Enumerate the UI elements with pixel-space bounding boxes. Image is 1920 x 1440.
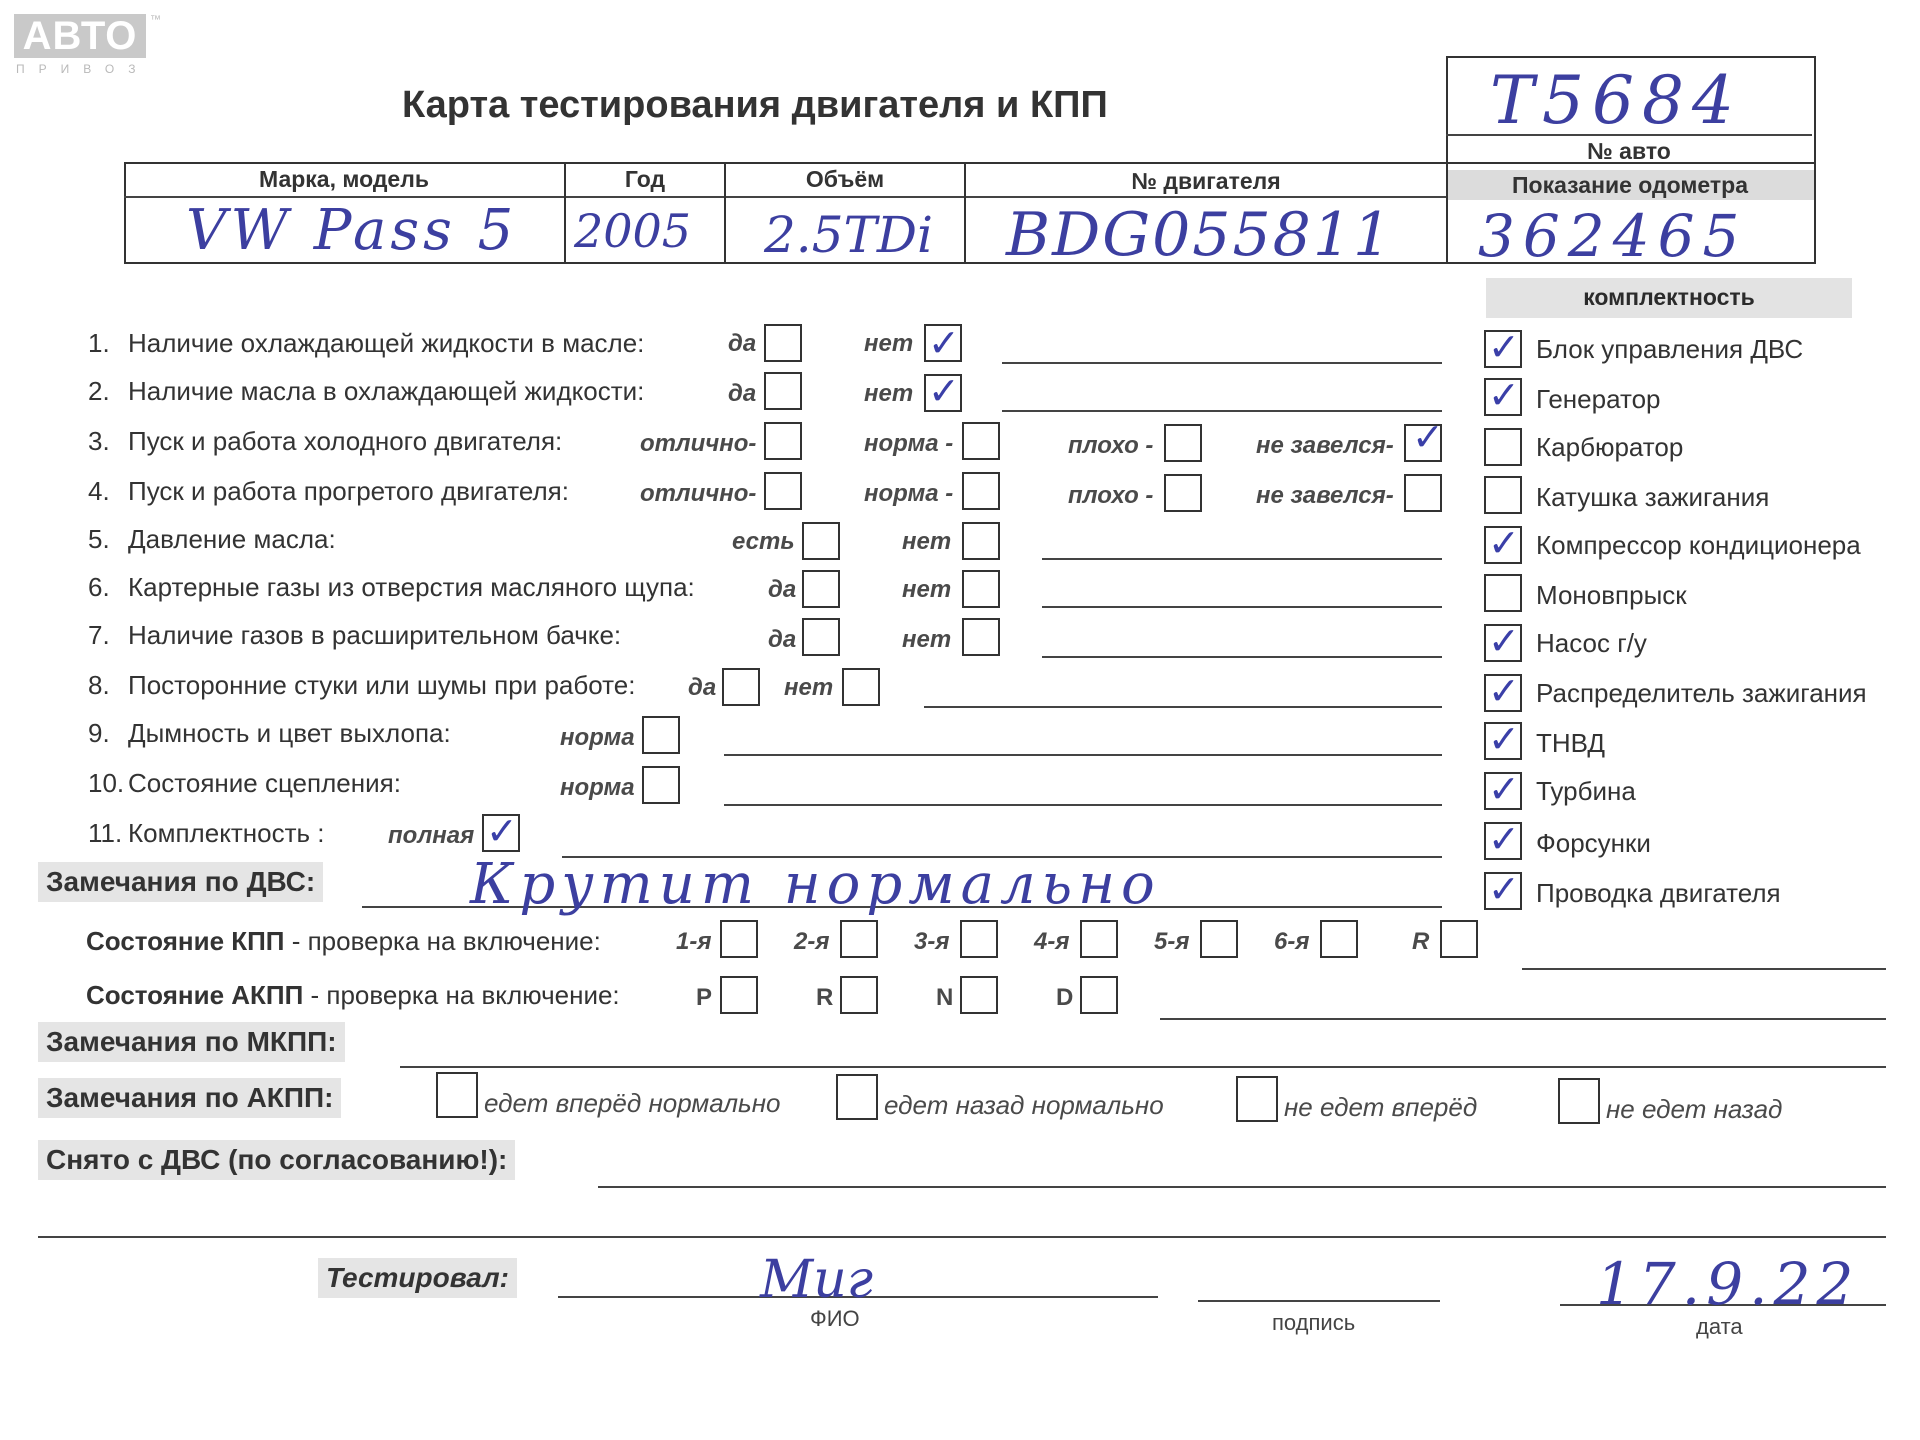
date-label: дата [1696,1314,1743,1339]
kompl-item: Блок управления ДВС [1536,334,1804,364]
col-odometer: Показание одометра [1512,172,1748,198]
fio-value: Миг [760,1250,874,1310]
q7-o2: нет [902,626,952,653]
q7-o1: да [768,626,797,653]
q2-text: Наличие масла в охлаждающей жидкости: [128,376,645,406]
q3-text: Пуск и работа холодного двигателя: [128,426,563,456]
q1-line [1002,362,1442,364]
q10-o1-checkbox[interactable] [642,766,680,804]
check-mark-icon: ✓ [1488,619,1520,663]
q2-o2: нет [864,380,914,407]
q10-line [724,804,1442,806]
kompl-item: Форсунки [1536,828,1651,858]
auto-number-value: T5684 [1490,62,1742,139]
gear-3-checkbox[interactable] [960,920,998,958]
kompl-item: Компрессор кондиционера [1536,530,1861,560]
col-engine-no: № двигателя [1131,168,1281,194]
check-mark-icon: ✓ [486,809,518,853]
q11-number: 11. [88,818,123,848]
mode-r-checkbox[interactable] [840,976,878,1014]
q8-text: Посторонние стуки или шумы при работе: [128,670,636,700]
kompl-item: Распределитель зажигания [1536,678,1867,708]
q11-text: Комплектность : [128,818,325,848]
q4-o2-checkbox[interactable] [962,472,1000,510]
q10-o1: норма [560,774,635,801]
gear-2-checkbox[interactable] [840,920,878,958]
check-mark-icon: ✓ [1488,325,1520,369]
q10-number: 10. [88,768,125,798]
q6-text: Картерные газы из отверстия масляного щупа: [128,572,695,602]
q2-line [1002,410,1442,412]
odometer-value: 362465 [1478,202,1748,270]
q6-line [1042,606,1442,608]
mode-p-label: P [696,984,713,1011]
q5-o2: нет [902,528,952,555]
col-year: Год [624,166,666,192]
q8-o1-checkbox[interactable] [722,668,760,706]
q7-o1-checkbox[interactable] [802,618,840,656]
gear-2-label: 2-я [794,928,830,955]
logo-main: АВТО [14,14,146,58]
volume-value: 2.5TDi [764,206,933,264]
divider [1446,134,1812,136]
q3-o3: плохо - [1068,432,1154,459]
gear-4-checkbox[interactable] [1080,920,1118,958]
kompl-item: Карбюратор [1536,432,1684,462]
check-mark-icon: ✓ [928,321,960,365]
gear-6-label: 6-я [1274,928,1310,955]
q5-o1-checkbox[interactable] [802,522,840,560]
akpp-opt-1-label: едет вперёд нормально [484,1088,781,1118]
q8-number: 8. [88,670,110,700]
check-mark-icon: ✓ [1488,669,1520,713]
gear-6-checkbox[interactable] [1320,920,1358,958]
q6-o1-checkbox[interactable] [802,570,840,608]
q4-o1: отлично- [640,480,757,507]
kpp-label-bold: Состояние КПП [86,926,285,956]
removed-line [598,1186,1886,1188]
gear-r-checkbox[interactable] [1440,920,1478,958]
q9-o1-checkbox[interactable] [642,716,680,754]
col-volume: Объём [805,166,885,192]
kompl-item: Катушка зажигания [1536,482,1770,512]
remarks-mkpp-label: Замечания по МКПП: [38,1022,345,1062]
akpp-opt-3-label: не едет вперёд [1284,1092,1478,1122]
q1-o2: нет [864,330,914,357]
q7-number: 7. [88,620,110,650]
q8-o1: да [688,674,717,701]
mode-n-checkbox[interactable] [960,976,998,1014]
mode-d-checkbox[interactable] [1080,976,1118,1014]
q3-number: 3. [88,426,110,456]
akpp-label-rest: - проверка на включение: [303,980,620,1010]
col-model: Марка, модель [259,166,429,192]
akpp-opt-4-checkbox[interactable] [1558,1078,1600,1124]
logo-tm: ™ [150,14,161,26]
date-value: 17.9.22 [1596,1250,1860,1318]
q5-text: Давление масла: [128,524,336,554]
akpp-opt-4-label: не едет назад [1606,1094,1783,1124]
q5-number: 5. [88,524,110,554]
kompl-item: ТНВД [1536,728,1606,758]
check-mark-icon: ✓ [1488,817,1520,861]
q4-o2: норма - [864,480,954,507]
q9-o1: норма [560,724,635,751]
q2-o1: да [728,380,757,407]
q4-o4: не завелся- [1256,482,1394,509]
q3-o3-checkbox[interactable] [1164,424,1202,462]
q4-o1-checkbox[interactable] [764,472,802,510]
check-mark-icon: ✓ [1488,373,1520,417]
q6-o2-checkbox[interactable] [962,570,1000,608]
q6-number: 6. [88,572,110,602]
q4-text: Пуск и работа прогретого двигателя: [128,476,569,506]
removed-label: Снято с ДВС (по согласованию!): [38,1140,515,1180]
q8-line [924,706,1442,708]
tested-label: Тестировал: [318,1258,517,1298]
q4-o3-checkbox[interactable] [1164,474,1202,512]
q8-o2-checkbox[interactable] [842,668,880,706]
q1-text: Наличие охлаждающей жидкости в масле: [128,328,645,358]
sign-line [1198,1300,1440,1302]
q9-text: Дымность и цвет выхлопа: [128,718,451,748]
gear-1-label: 1-я [676,928,712,955]
q3-o1: отлично- [640,430,757,457]
akpp-opt-2-checkbox[interactable] [836,1074,878,1120]
q8-o2: нет [784,674,834,701]
kompl-5-checkbox[interactable] [1484,574,1522,612]
q4-number: 4. [88,476,110,506]
q1-o1: да [728,330,757,357]
q7-text: Наличие газов в расширительном бачке: [128,620,622,650]
kpp-label [86,926,601,957]
q7-line [1042,656,1442,658]
akpp-opt-3-checkbox[interactable] [1236,1076,1278,1122]
remarks-akpp-label: Замечания по АКПП: [38,1078,341,1118]
akpp-opt-1-checkbox[interactable] [436,1072,478,1118]
kompl-item: Проводка двигателя [1536,878,1781,908]
gear-1-checkbox[interactable] [720,920,758,958]
q5-o1: есть [732,528,795,555]
remarks-dvs-value: Крутит нормально [470,852,1161,917]
q10-text: Состояние сцепления: [128,768,401,798]
removed-line-2 [38,1236,1886,1238]
mode-d-label: D [1056,984,1074,1011]
q3-o1-checkbox[interactable] [764,422,802,460]
q9-number: 9. [88,718,110,748]
remarks-mkpp-line [400,1066,1886,1068]
sign-label: подпись [1272,1310,1356,1335]
gear-r-label: R [1412,928,1430,955]
q5-line [1042,558,1442,560]
mode-n-label: N [936,984,954,1011]
q1-o1-checkbox[interactable] [764,324,802,362]
gear-4-label: 4-я [1034,928,1070,955]
q1-number: 1. [88,328,110,358]
logo-sub: ПРИВОЗ [16,62,150,76]
logo [14,14,161,76]
check-mark-icon: ✓ [1412,415,1444,459]
mode-p-checkbox[interactable] [720,976,758,1014]
q5-o2-checkbox[interactable] [962,522,1000,560]
page-title: Карта тестирования двигателя и КПП [402,84,1108,126]
kompl-2-checkbox[interactable] [1484,428,1522,466]
q4-o3: плохо - [1068,482,1154,509]
kompl-item: Насос г/у [1536,628,1647,658]
akpp-label-bold: Состояние АКПП [86,980,304,1010]
q11-o1: полная [388,822,475,849]
gear-3-label: 3-я [914,928,950,955]
akpp-line [1160,1018,1886,1020]
q6-o1: да [768,576,797,603]
kompl-title: комплектность [1583,284,1755,310]
remarks-dvs-label: Замечания по ДВС: [38,862,323,902]
check-mark-icon: ✓ [1488,767,1520,811]
model-value: VW Pass 5 [186,198,518,263]
check-mark-icon: ✓ [1488,867,1520,911]
fio-label: ФИО [810,1306,860,1331]
kompl-item: Турбина [1536,776,1636,806]
q2-o1-checkbox[interactable] [764,372,802,410]
q7-o2-checkbox[interactable] [962,618,1000,656]
q3-o2-checkbox[interactable] [962,422,1000,460]
engine-no-value: BDG055811 [1006,200,1394,270]
kompl-3-checkbox[interactable] [1484,476,1522,514]
akpp-opt-2-label: едет назад нормально [884,1090,1164,1120]
check-mark-icon: ✓ [1488,717,1520,761]
q3-o4: не завелся- [1256,432,1394,459]
auto-number-label: № авто [1587,138,1671,164]
kompl-item: Генератор [1536,384,1661,414]
kpp-label-rest: - проверка на включение: [284,926,601,956]
q3-o2: норма - [864,430,954,457]
check-mark-icon: ✓ [1488,521,1520,565]
mode-r-label: R [816,984,834,1011]
year-value: 2005 [574,204,692,258]
gear-5-label: 5-я [1154,928,1190,955]
kompl-item: Моновпрыск [1536,580,1687,610]
kpp-line [1522,968,1886,970]
q6-o2: нет [902,576,952,603]
q9-line [724,754,1442,756]
q2-number: 2. [88,376,110,406]
akpp-label [86,980,620,1011]
gear-5-checkbox[interactable] [1200,920,1238,958]
check-mark-icon: ✓ [928,369,960,413]
q4-o4-checkbox[interactable] [1404,474,1442,512]
